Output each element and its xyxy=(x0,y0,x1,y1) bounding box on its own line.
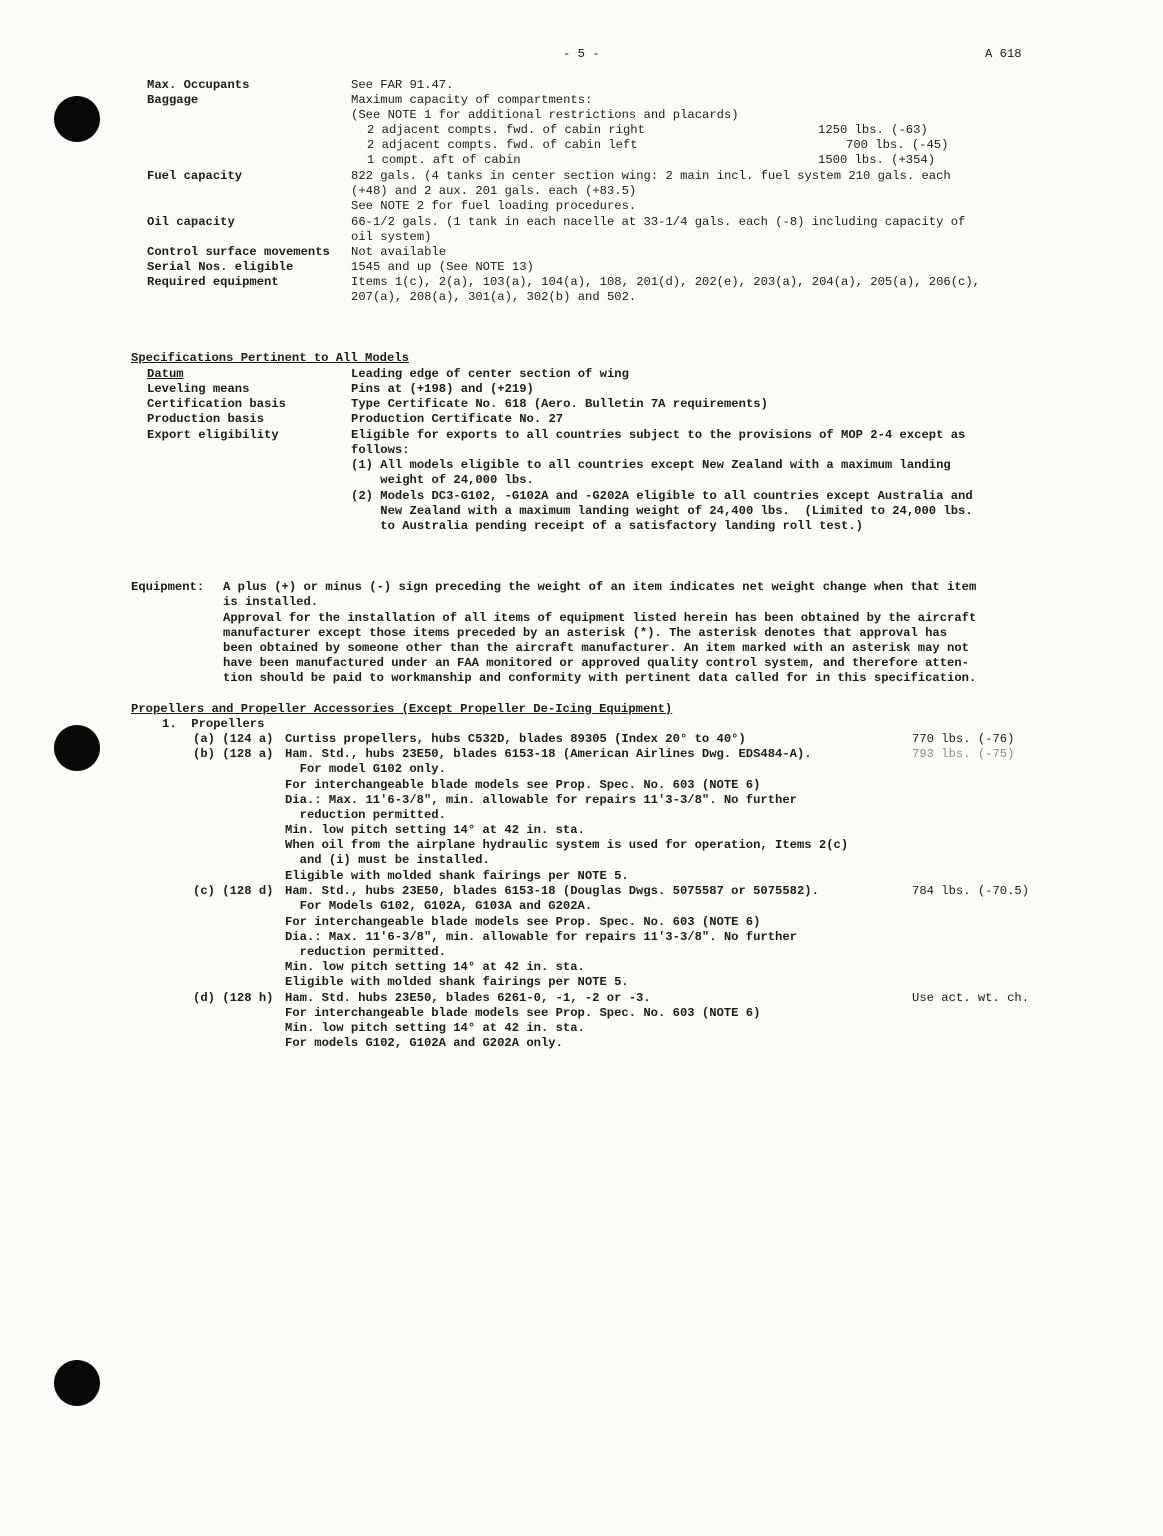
propeller-item-line: For model G102 only. xyxy=(285,762,446,776)
equipment-text: been obtained by someone other than the aircraft manufacturer. An item marked with an asterisk may not xyxy=(223,641,969,655)
spec-value-fuel-capacity: (+48) and 2 aux. 201 gals. each (+83.5) xyxy=(351,184,637,198)
propeller-item-line: Dia.: Max. 11'6-3/8", min. allowable for repairs 11'3-3/8". No further xyxy=(285,793,797,807)
spec-value-export: (1) All models eligible to all countries except New Zealand with a maximum landing xyxy=(351,458,951,472)
propeller-item-line: Ham. Std. hubs 23E50, blades 6261-0, -1, -2 or -3. xyxy=(285,991,651,1005)
baggage-weight: 1250 lbs. (-63) xyxy=(818,123,928,137)
document-id: A 618 xyxy=(985,47,1022,61)
page-number: - 5 - xyxy=(563,47,600,61)
propeller-item-weight: 784 lbs. (-70.5) xyxy=(912,884,1030,898)
spec-value-export: to Australia pending receipt of a satisfactory landing roll test.) xyxy=(351,519,863,533)
propeller-item-line: For Models G102, G102A, G103A and G202A. xyxy=(285,899,593,913)
propeller-item-line: Min. low pitch setting 14° at 42 in. sta. xyxy=(285,960,585,974)
equipment-text: tion should be paid to workmanship and conformity with pertinent data called for in this specification. xyxy=(223,671,977,685)
spec-label-serial-nos: Serial Nos. eligible xyxy=(147,260,294,274)
spec-value-max-occupants: See FAR 91.47. xyxy=(351,78,454,92)
spec-value-certification: Type Certificate No. 618 (Aero. Bulletin 7A requirements) xyxy=(351,397,768,411)
spec-value-fuel-capacity: See NOTE 2 for fuel loading procedures. xyxy=(351,199,637,213)
propeller-item-line: Min. low pitch setting 14° at 42 in. sta. xyxy=(285,1021,585,1035)
equipment-text: manufacturer except those items preceded by an asterisk (*). The asterisk denotes that approval has xyxy=(223,626,948,640)
baggage-row: 2 adjacent compts. fwd. of cabin right xyxy=(367,123,645,137)
spec-value-required-equipment: Items 1(c), 2(a), 103(a), 104(a), 108, 201(d), 202(e), 203(a), 204(a), 205(a), 206(c), xyxy=(351,275,980,289)
spec-value-export: weight of 24,000 lbs. xyxy=(351,473,534,487)
spec-label-baggage: Baggage xyxy=(147,93,199,107)
equipment-text: Approval for the installation of all items of equipment listed herein has been obtained by the aircraft xyxy=(223,611,977,625)
spec-label-required-equipment: Required equipment xyxy=(147,275,279,289)
equipment-text: A plus (+) or minus (-) sign preceding the weight of an item indicates net weight change when that item xyxy=(223,580,977,594)
propeller-item-id: (c) (128 d) xyxy=(193,884,274,898)
propeller-item-line: Ham. Std., hubs 23E50, blades 6153-18 (Douglas Dwgs. 5075587 or 5075582). xyxy=(285,884,819,898)
baggage-row: 1 compt. aft of cabin xyxy=(367,153,521,167)
spec-label-leveling: Leveling means xyxy=(147,382,250,396)
propeller-item-line: Eligible with molded shank fairings per NOTE 5. xyxy=(285,869,629,883)
baggage-weight: 700 lbs. (-45) xyxy=(846,138,949,152)
spec-value-export: New Zealand with a maximum landing weight of 24,400 lbs. (Limited to 24,000 lbs. xyxy=(351,504,973,518)
propeller-item-line: For interchangeable blade models see Prop. Spec. No. 603 (NOTE 6) xyxy=(285,915,761,929)
propeller-item-line: Min. low pitch setting 14° at 42 in. sta. xyxy=(285,823,585,837)
spec-value-control-surface: Not available xyxy=(351,245,447,259)
propeller-item-line: For interchangeable blade models see Prop. Spec. No. 603 (NOTE 6) xyxy=(285,778,761,792)
spec-value-datum: Leading edge of center section of wing xyxy=(351,367,629,381)
section-heading-propellers: Propellers and Propeller Accessories (Except Propeller De-Icing Equipment) xyxy=(131,702,673,716)
spec-label-datum: Datum xyxy=(147,367,184,381)
propeller-item-line: reduction permitted. xyxy=(285,808,446,822)
spec-value-production: Production Certificate No. 27 xyxy=(351,412,564,426)
propeller-item-line: Ham. Std., hubs 23E50, blades 6153-18 (American Airlines Dwg. EDS484-A). xyxy=(285,747,812,761)
spec-label-oil-capacity: Oil capacity xyxy=(147,215,235,229)
equipment-text: is installed. xyxy=(223,595,319,609)
propeller-item-id: (a) (124 a) xyxy=(193,732,274,746)
spec-label-max-occupants: Max. Occupants xyxy=(147,78,250,92)
spec-value-export: (2) Models DC3-G102, -G102A and -G202A eligible to all countries except Australia and xyxy=(351,489,973,503)
punch-hole-bottom xyxy=(54,1360,100,1406)
propeller-item-line: and (i) must be installed. xyxy=(285,853,490,867)
spec-value-oil-capacity: 66-1/2 gals. (1 tank in each nacelle at 33-1/4 gals. each (-8) including capacity of xyxy=(351,215,966,229)
propeller-item-line: When oil from the airplane hydraulic system is used for operation, Items 2(c) xyxy=(285,838,849,852)
propeller-item-line: For models G102, G102A and G202A only. xyxy=(285,1036,563,1050)
spec-value-baggage: (See NOTE 1 for additional restrictions and placards) xyxy=(351,108,739,122)
spec-value-export: Eligible for exports to all countries subject to the provisions of MOP 2-4 except as xyxy=(351,428,966,442)
propeller-item-id: (d) (128 h) xyxy=(193,991,274,1005)
propeller-item-id: (b) (128 a) xyxy=(193,747,274,761)
propeller-item-line: Eligible with molded shank fairings per NOTE 5. xyxy=(285,975,629,989)
subheading-propellers: 1. Propellers xyxy=(162,717,265,731)
spec-value-oil-capacity: oil system) xyxy=(351,230,432,244)
spec-value-serial-nos: 1545 and up (See NOTE 13) xyxy=(351,260,534,274)
baggage-weight: 1500 lbs. (+354) xyxy=(818,153,936,167)
spec-label-fuel-capacity: Fuel capacity xyxy=(147,169,243,183)
section-heading-specs: Specifications Pertinent to All Models xyxy=(131,351,409,365)
spec-value-required-equipment: 207(a), 208(a), 301(a), 302(b) and 502. xyxy=(351,290,637,304)
punch-hole-middle xyxy=(54,725,100,771)
spec-value-fuel-capacity: 822 gals. (4 tanks in center section wing: 2 main incl. fuel system 210 gals. each xyxy=(351,169,951,183)
baggage-row: 2 adjacent compts. fwd. of cabin left xyxy=(367,138,638,152)
propeller-item-weight: Use act. wt. ch. xyxy=(912,991,1030,1005)
propeller-item-weight: 770 lbs. (-76) xyxy=(912,732,1015,746)
spec-label-production: Production basis xyxy=(147,412,265,426)
spec-value-export: follows: xyxy=(351,443,410,457)
propeller-item-weight: 793 lbs. (-75) xyxy=(912,747,1015,761)
punch-hole-top xyxy=(54,96,100,142)
equipment-label: Equipment: xyxy=(131,580,205,594)
spec-label-export: Export eligibility xyxy=(147,428,279,442)
spec-value-baggage: Maximum capacity of compartments: xyxy=(351,93,593,107)
equipment-text: have been manufactured under an FAA monitored or approved quality control system, and therefore atten- xyxy=(223,656,969,670)
propeller-item-line: Dia.: Max. 11'6-3/8", min. allowable for repairs 11'3-3/8". No further xyxy=(285,930,797,944)
propeller-item-line: Curtiss propellers, hubs C532D, blades 89305 (Index 20° to 40°) xyxy=(285,732,746,746)
propeller-item-line: reduction permitted. xyxy=(285,945,446,959)
propeller-item-line: For interchangeable blade models see Prop. Spec. No. 603 (NOTE 6) xyxy=(285,1006,761,1020)
spec-label-control-surface: Control surface movements xyxy=(147,245,330,259)
spec-value-leveling: Pins at (+198) and (+219) xyxy=(351,382,534,396)
spec-label-certification: Certification basis xyxy=(147,397,286,411)
